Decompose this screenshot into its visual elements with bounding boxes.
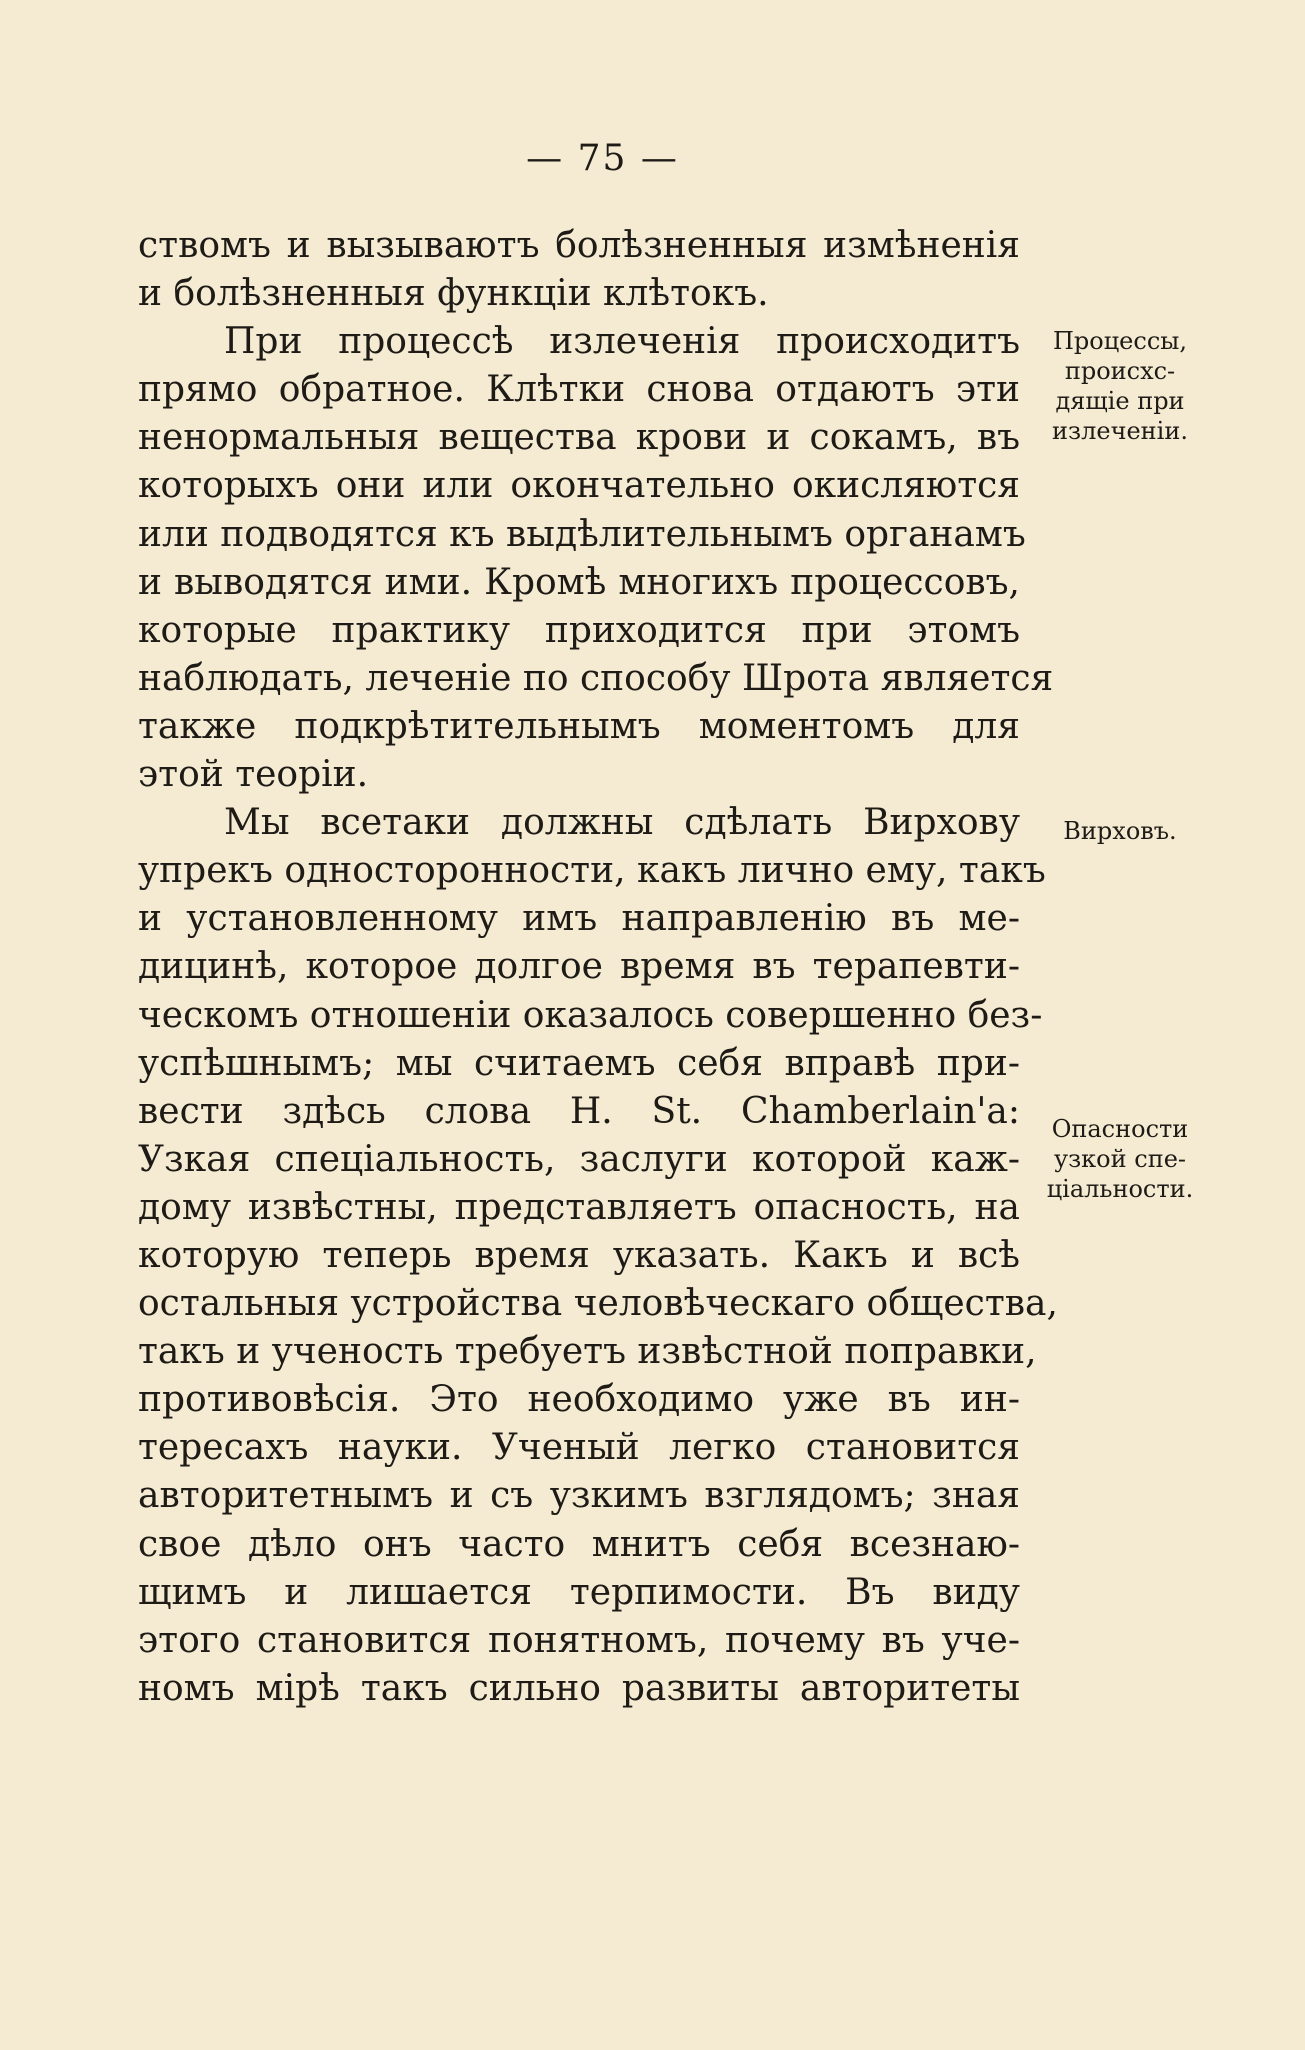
- text-line: этой теоріи.: [138, 754, 369, 796]
- text-line: вести здѣсь слова H. St. Chamberlain'а:: [138, 1090, 1020, 1132]
- text-line: которые практику приходится при этомъ: [138, 609, 1020, 651]
- text-line: авторитетнымъ и съ узкимъ взглядомъ; зная: [138, 1475, 1020, 1517]
- margin-note-line: ціальности.: [1046, 1175, 1194, 1203]
- text-line: ненормальныя вещества крови и сокамъ, въ: [138, 417, 1020, 459]
- text-line: противовѣсія. Это необходимо уже въ ин-: [138, 1379, 1020, 1421]
- text-line: наблюдать, леченіе по способу Шрота является: [138, 657, 1054, 699]
- text-line: прямо обратное. Клѣтки снова отдаютъ эти: [138, 369, 1020, 411]
- text-line: которыхъ они или окончательно окисляются: [138, 465, 1020, 507]
- text-line: свое дѣло онъ часто мнитъ себя всезнаю-: [138, 1523, 1020, 1565]
- margin-note-specialization: [1040, 1114, 1200, 1204]
- text-line: такъ и ученость требуетъ извѣстной поправки,: [138, 1331, 1037, 1373]
- text-line: также подкрѣтительнымъ моментомъ для: [138, 705, 1020, 747]
- margin-note-line: узкой спе-: [1053, 1145, 1187, 1173]
- text-line: упрекъ односторонности, какъ лично ему, такъ: [138, 850, 1046, 892]
- text-line: Узкая спеціальность, заслуги которой каж-: [138, 1138, 1020, 1180]
- text-line: номъ мірѣ такъ сильно развиты авторитеты: [138, 1667, 1020, 1709]
- margin-note-line: Вирховъ.: [1063, 817, 1177, 845]
- margin-note-line: Процессы,: [1053, 327, 1187, 355]
- text-line: этого становится понятномъ, почему въ уче-: [138, 1619, 1020, 1661]
- margin-note-line: дящіе при: [1055, 387, 1185, 415]
- text-line: которую теперь время указать. Какъ и всѣ: [138, 1234, 1020, 1276]
- page-number: — 75 —: [526, 138, 679, 179]
- text-line: ствомъ и вызываютъ болѣзненныя измѣненія: [138, 225, 1020, 266]
- text-line: и выводятся ими. Кромѣ многихъ процессовъ,: [138, 561, 1020, 603]
- text-line: дому извѣстны, представляетъ опасность, на: [138, 1186, 1020, 1228]
- body-text: [138, 222, 1058, 1713]
- text-line: При процессѣ излеченія происходитъ: [224, 321, 1020, 363]
- text-line: тересахъ науки. Ученый легко становится: [138, 1427, 1020, 1469]
- margin-note-virchow: [1040, 816, 1200, 846]
- text-line: щимъ и лишается терпимости. Въ виду: [138, 1571, 1020, 1613]
- text-line: и болѣзненныя функціи клѣтокъ.: [138, 273, 769, 315]
- text-line: успѣшнымъ; мы считаемъ себя вправѣ при-: [138, 1042, 1020, 1084]
- margin-note-line: излеченіи.: [1052, 417, 1188, 445]
- margin-note-line: происхс-: [1064, 357, 1176, 385]
- text-line: ческомъ отношеніи оказалось совершенно без-: [138, 994, 1043, 1036]
- text-line: или подводятся къ выдѣлительнымъ органамъ: [138, 513, 1026, 555]
- text-line: остальныя устройства человѣческаго общества,: [138, 1283, 1058, 1325]
- text-line: и установленному имъ направленію въ ме-: [138, 898, 1020, 940]
- margin-note-processes: [1040, 326, 1200, 446]
- text-line: Мы всетаки должны сдѣлать Вирхову: [224, 802, 1020, 844]
- margin-note-line: Опасности: [1051, 1115, 1189, 1143]
- text-line: дицинѣ, которое долгое время въ терапевти-: [138, 946, 1020, 988]
